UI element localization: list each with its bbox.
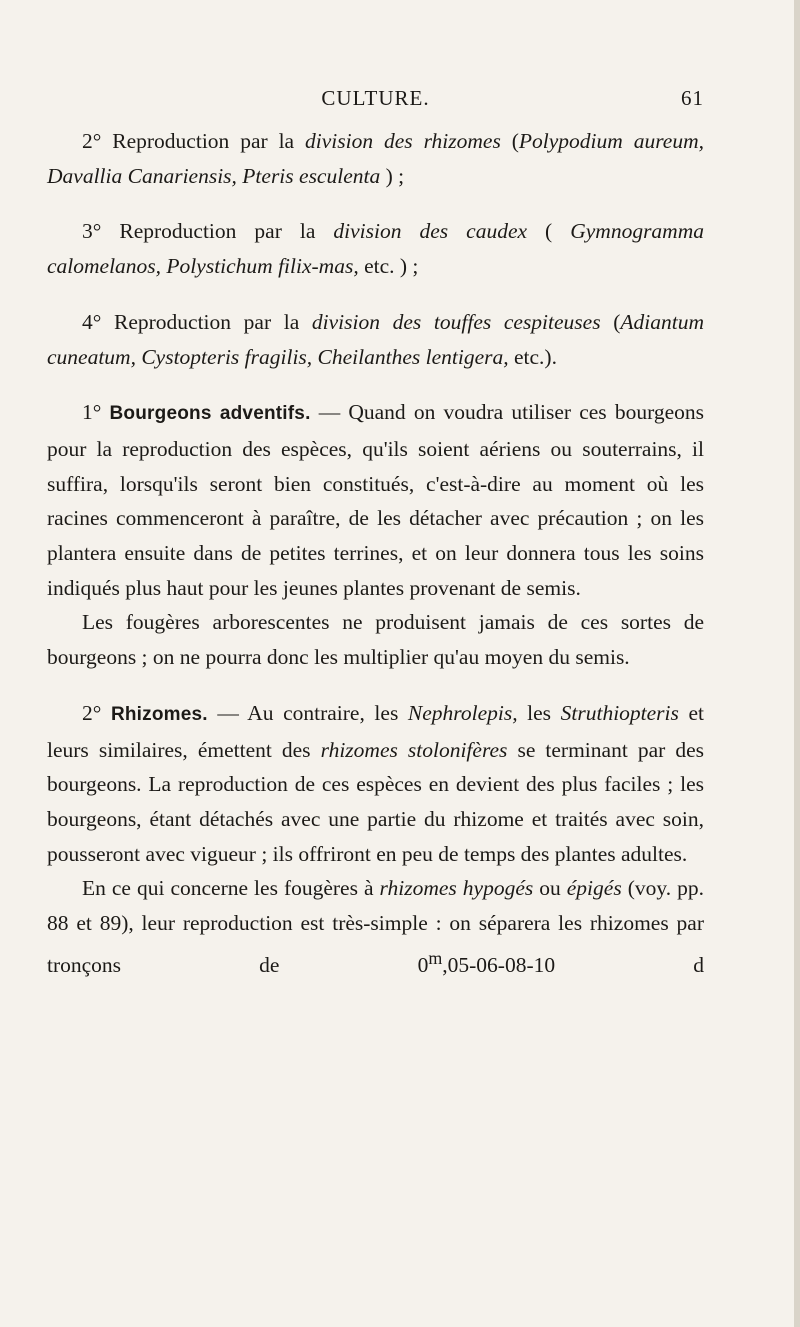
paragraph-division-touffes — [47, 305, 704, 374]
text-run: les — [517, 700, 561, 725]
section-heading: Rhizomes. — [110, 703, 208, 725]
text-run: ( — [500, 129, 519, 153]
paragraph-division-caudex — [47, 214, 704, 283]
section-heading: Bourgeons adventifs. — [109, 403, 311, 425]
text-run: Les fougères arborescentes ne produisent jamais de ces sortes de bourgeons ; on ne pourra donc les multiplier qu'au moyen du semis. — [47, 610, 704, 670]
text-run: etc. ) ; — [358, 254, 419, 279]
text-run: ) ; — [380, 163, 405, 188]
species-list: Gymnogramma calomelanos, Polystichum filix-mas, — [47, 219, 704, 279]
text-run: 2° Reproduction par la — [82, 129, 305, 153]
text-run: et leurs similaires, émettent des — [47, 700, 704, 762]
italic-term: rhizomes hypogés — [379, 876, 534, 901]
italic-term: Nephrolepis, — [407, 700, 518, 725]
text-run: ou — [533, 876, 567, 901]
paragraph-rhizomes-hypoges — [47, 871, 704, 982]
paragraph-rhizomes — [47, 696, 704, 872]
text-run: etc.). — [508, 344, 557, 369]
italic-term: rhizomes stolonifères — [320, 737, 508, 762]
unit-superscript: m — [428, 947, 443, 968]
text-run: ,05-06-08-10 d — [442, 952, 704, 977]
body-text — [47, 124, 704, 983]
page-edge — [794, 0, 800, 1327]
paragraph-fougeres-arborescentes — [47, 605, 704, 674]
italic-term: division des touffes cespiteuses — [311, 309, 601, 334]
text-run: En ce qui concerne les fougères à — [82, 876, 380, 901]
page-number: 61 — [681, 86, 704, 110]
italic-term: division des caudex — [333, 219, 528, 244]
text-run: ( — [527, 219, 571, 244]
text-run: 3° Reproduction par la — [82, 219, 334, 244]
text-run: se terminant par des bourgeons. La reproduction de ces espèces en devient des plus faciles ; les bourgeons, étant détachés avec une partie du rhizome et traités avec soin, pousseront avec vigueur ; ils offriront en peu de temps des plantes adultes. — [47, 737, 704, 866]
text-run: 4° Reproduction par la — [82, 309, 312, 334]
section-number: 1° — [82, 400, 110, 425]
italic-term: Struthiopteris — [560, 700, 679, 725]
section-number: 2° — [82, 700, 111, 725]
italic-term: épigés — [566, 876, 622, 901]
text-run: — Quand on voudra utiliser ces bourgeons pour la reproduction des espèces, qu'ils soient aériens ou souterrains, il suffira, lorsqu'ils seront bien constitués, c'est-à-dire au moment où les racines commenceront à paraître, de les détacher avec précaution ; on les plantera ensuite dans de petites terrines, et on leur donnera tous les soins indiqués plus haut pour les jeunes plantes provenant de semis. — [47, 400, 704, 600]
running-title: CULTURE. — [321, 86, 430, 110]
running-head — [47, 86, 704, 112]
paragraph-bourgeons-adventifs — [47, 395, 704, 605]
text-run: — Au contraire, les — [207, 700, 408, 725]
species-list: Adiantum cuneatum, Cystopteris fragilis, Cheilanthes lentigera, — [47, 309, 704, 369]
text-run: (voy. pp. 88 et 89), leur reproduction est très-simple : on séparera les rhizomes par tronçons de 0 — [47, 876, 704, 977]
italic-term: division des rhizomes — [305, 129, 501, 153]
species-list: Polypodium aureum, Davallia Canariensis, Pteris esculenta — [47, 129, 704, 188]
paragraph-division-rhizomes — [47, 124, 704, 193]
text-run: ( — [600, 309, 621, 334]
